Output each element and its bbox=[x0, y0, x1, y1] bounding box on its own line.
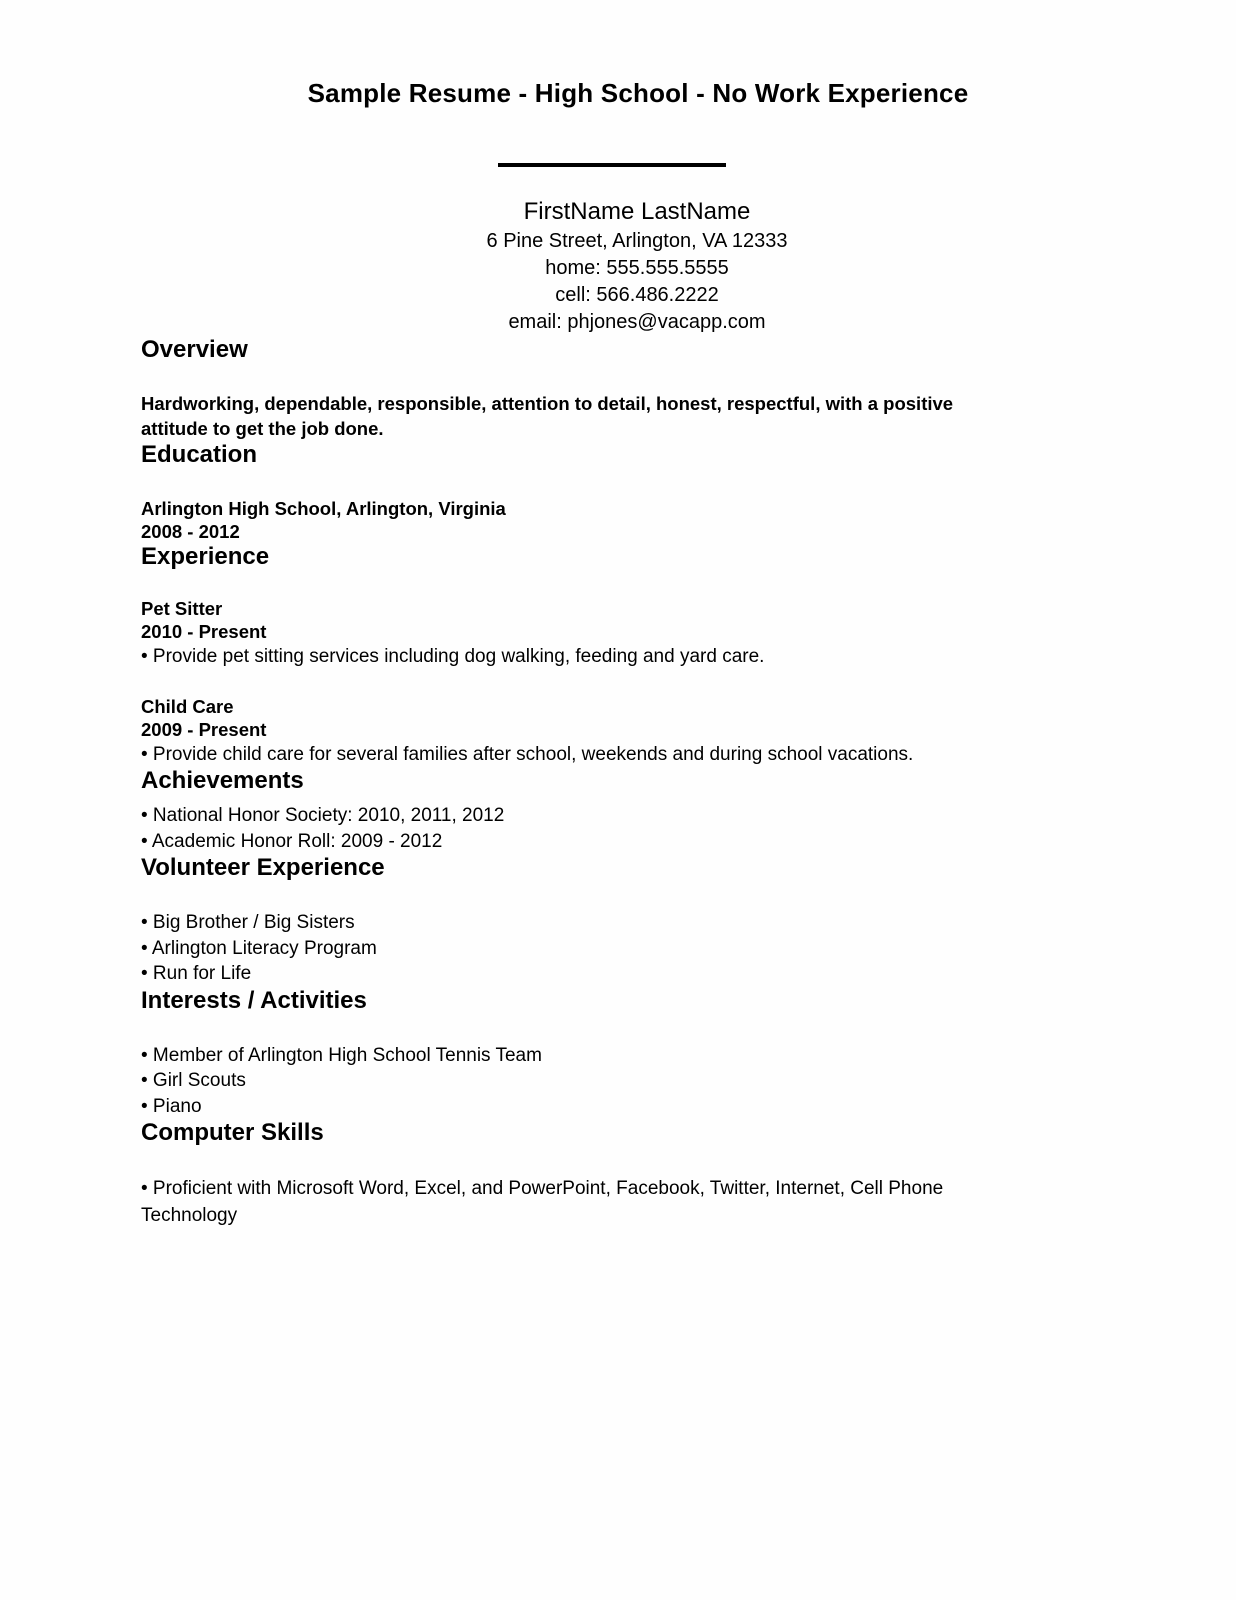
education-years: 2008 - 2012 bbox=[141, 521, 240, 542]
contact-cell-phone: cell: 566.486.2222 bbox=[555, 284, 719, 306]
title-divider bbox=[498, 163, 726, 167]
job-dates: 2010 - Present bbox=[141, 621, 267, 642]
list-item: • Big Brother / Big Sisters bbox=[141, 912, 355, 933]
contact-block bbox=[0, 196, 1236, 336]
job-bullet: • Provide child care for several families after school, weekends and during school vacations. bbox=[141, 744, 914, 765]
achievements-list bbox=[141, 803, 1101, 854]
list-item: • National Honor Society: 2010, 2011, 2012 bbox=[141, 805, 505, 826]
computer-skills-list bbox=[141, 1175, 1101, 1229]
contact-email: email: phjones@vacapp.com bbox=[508, 311, 766, 333]
page-title: Sample Resume - High School - No Work Experience bbox=[307, 78, 969, 108]
list-item: • Member of Arlington High School Tennis Team bbox=[141, 1044, 542, 1066]
section-heading-overview: Overview bbox=[141, 336, 248, 363]
list-item: • Girl Scouts bbox=[141, 1070, 246, 1091]
overview-text: Hardworking, dependable, responsible, attention to detail, honest, respectful, with a positive attitude to get the job done. bbox=[141, 393, 954, 439]
contact-home-phone: home: 555.555.5555 bbox=[545, 257, 729, 279]
list-item: • Piano bbox=[141, 1095, 202, 1117]
education-entry bbox=[141, 497, 1101, 543]
job-bullet: • Provide pet sitting services including dog walking, feeding and yard care. bbox=[141, 646, 765, 667]
section-heading-achievements: Achievements bbox=[141, 767, 304, 794]
section-heading-education: Education bbox=[141, 441, 258, 468]
resume-body bbox=[141, 336, 1101, 1229]
education-school: Arlington High School, Arlington, Virginia bbox=[141, 498, 506, 519]
interests-list bbox=[141, 1043, 1101, 1120]
job-title: Pet Sitter bbox=[141, 598, 223, 619]
list-item: • Run for Life bbox=[141, 963, 252, 984]
list-item: • Proficient with Microsoft Word, Excel, and PowerPoint, Facebook, Twitter, Internet, Cell Phone Technology bbox=[141, 1178, 944, 1226]
experience-entry bbox=[141, 696, 1101, 767]
volunteer-list bbox=[141, 910, 1101, 987]
section-heading-interests: Interests / Activities bbox=[141, 986, 367, 1014]
list-item: • Academic Honor Roll: 2009 - 2012 bbox=[141, 830, 443, 852]
list-item: • Arlington Literacy Program bbox=[141, 937, 377, 959]
section-heading-computer-skills: Computer Skills bbox=[141, 1119, 324, 1146]
contact-name: FirstName LastName bbox=[523, 198, 751, 225]
contact-address: 6 Pine Street, Arlington, VA 12333 bbox=[486, 230, 788, 252]
job-dates: 2009 - Present bbox=[141, 719, 267, 740]
section-heading-volunteer: Volunteer Experience bbox=[141, 854, 385, 881]
job-title: Child Care bbox=[141, 696, 234, 717]
experience-entry bbox=[141, 598, 1101, 669]
section-heading-experience: Experience bbox=[141, 543, 270, 570]
